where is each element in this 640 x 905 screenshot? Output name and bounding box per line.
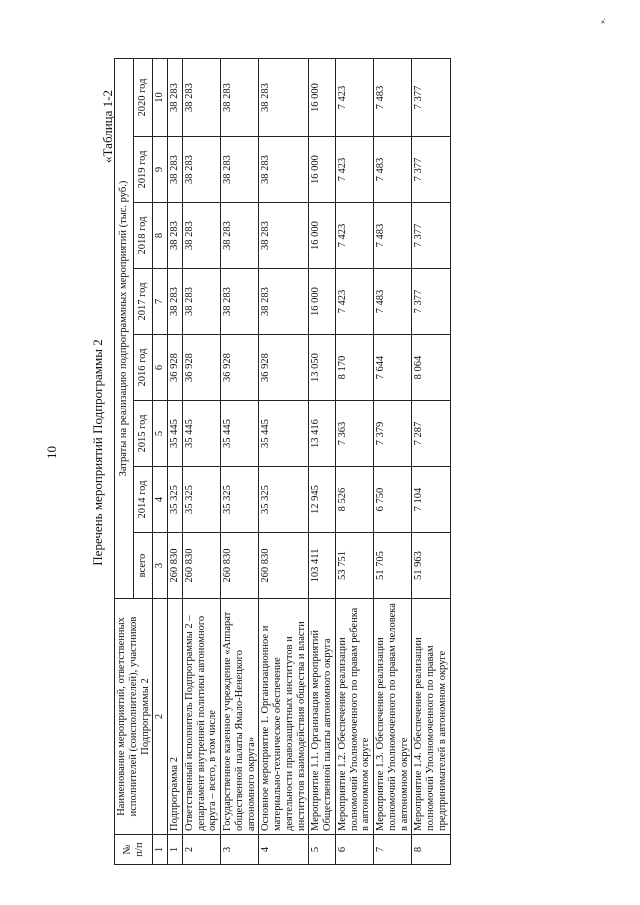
cell-2014: 7 104 (412, 467, 450, 533)
column-index: 7 (153, 269, 168, 335)
cell-2015: 35 445 (221, 401, 259, 467)
table-row (182, 59, 220, 865)
column-index: 5 (153, 401, 168, 467)
cell-2017: 38 283 (259, 269, 309, 335)
header-name: Наименование мероприятий, ответственных исполнителей (соисполнителей), участников Подпрограммы 2 (115, 599, 153, 835)
header-year: 2016 год (134, 335, 153, 401)
cell-2017: 38 283 (182, 269, 220, 335)
cell-2015: 7 363 (335, 401, 373, 467)
table-row (168, 59, 183, 865)
measures-table (114, 58, 451, 865)
cell-2017: 7 483 (374, 269, 412, 335)
header-year: 2020 год (134, 59, 153, 137)
row-name: Мероприятие 1.1. Организация мероприятий Общественной палаты автономного округа (309, 599, 336, 835)
row-name: Мероприятие 1.3. Обеспечение реализации полномочий Уполномоченного по правам человека в автономном округе (374, 599, 412, 835)
cell-2014: 6 750 (374, 467, 412, 533)
cell-2019: 7 423 (335, 137, 373, 203)
header-year: 2018 год (134, 203, 153, 269)
row-number: 7 (374, 835, 412, 865)
cell-2017: 7 423 (335, 269, 373, 335)
cell-2015: 7 379 (374, 401, 412, 467)
cell-2014: 35 325 (168, 467, 183, 533)
cell-total: 53 751 (335, 533, 373, 599)
column-index: 8 (153, 203, 168, 269)
cell-2019: 16 000 (309, 137, 336, 203)
column-index-row (153, 59, 168, 865)
cell-2016: 13 050 (309, 335, 336, 401)
cell-2019: 38 283 (182, 137, 220, 203)
cell-2020: 38 283 (221, 59, 259, 137)
header-costs: Затраты на реализацию подпрограммных мероприятий (тыс. руб.) (115, 59, 134, 599)
cell-total: 260 830 (221, 533, 259, 599)
table-row (259, 59, 309, 865)
cell-2014: 8 526 (335, 467, 373, 533)
cell-total: 260 830 (182, 533, 220, 599)
cell-2019: 7 377 (412, 137, 450, 203)
cell-2014: 35 325 (259, 467, 309, 533)
cell-2015: 35 445 (168, 401, 183, 467)
cell-2016: 8 170 (335, 335, 373, 401)
closing-quote-mark: ». (598, 18, 607, 24)
cell-2020: 7 423 (335, 59, 373, 137)
row-number: 5 (309, 835, 336, 865)
header-total: всего (134, 533, 153, 599)
row-name: Государственное казенное учреждение «Аппарат общественной палаты Ямало-Ненецкого автономного округа» (221, 599, 259, 835)
column-index: 2 (153, 599, 168, 835)
cell-2017: 16 000 (309, 269, 336, 335)
column-index: 1 (153, 835, 168, 865)
cell-total: 260 830 (259, 533, 309, 599)
cell-2014: 35 325 (221, 467, 259, 533)
cell-2017: 7 377 (412, 269, 450, 335)
row-number: 3 (221, 835, 259, 865)
cell-total: 51 963 (412, 533, 450, 599)
table-row (412, 59, 450, 865)
cell-2018: 38 283 (221, 203, 259, 269)
header-num: № п/п (115, 835, 153, 865)
cell-2018: 38 283 (182, 203, 220, 269)
cell-2020: 16 000 (309, 59, 336, 137)
cell-total: 103 411 (309, 533, 336, 599)
cell-2017: 38 283 (168, 269, 183, 335)
cell-2019: 7 483 (374, 137, 412, 203)
table-row (309, 59, 336, 865)
cell-2020: 38 283 (259, 59, 309, 137)
cell-2020: 7 377 (412, 59, 450, 137)
row-name: Мероприятие 1.4. Обеспечение реализации полномочий Уполномоченного по правам предпринимателей в автономном округе (412, 599, 450, 835)
cell-2018: 38 283 (259, 203, 309, 269)
cell-2016: 36 928 (168, 335, 183, 401)
cell-2014: 12 945 (309, 467, 336, 533)
header-year: 2017 год (134, 269, 153, 335)
cell-2020: 38 283 (168, 59, 183, 137)
column-index: 9 (153, 137, 168, 203)
row-name: Ответственный исполнитель Подпрограммы 2 – департамент внутренней политики автономного округа – всего, в том числе (182, 599, 220, 835)
row-name: Основное мероприятие 1. Организационное и материально-техническое обеспечение деятельности правозащитных институтов и институтов взаимодействия общества и власти (259, 599, 309, 835)
column-index: 4 (153, 467, 168, 533)
cell-2015: 13 416 (309, 401, 336, 467)
row-number: 1 (168, 835, 183, 865)
cell-2017: 38 283 (221, 269, 259, 335)
column-index: 6 (153, 335, 168, 401)
column-index: 3 (153, 533, 168, 599)
cell-2015: 35 445 (259, 401, 309, 467)
row-name: Подпрограмма 2 (168, 599, 183, 835)
table-row (335, 59, 373, 865)
row-number: 4 (259, 835, 309, 865)
cell-2016: 36 928 (221, 335, 259, 401)
cell-total: 51 705 (374, 533, 412, 599)
cell-2016: 8 064 (412, 335, 450, 401)
cell-2020: 38 283 (182, 59, 220, 137)
cell-2014: 35 325 (182, 467, 220, 533)
cell-2019: 38 283 (259, 137, 309, 203)
header-row-1 (115, 59, 134, 865)
row-number: 6 (335, 835, 373, 865)
cell-2018: 7 483 (374, 203, 412, 269)
cell-2018: 7 423 (335, 203, 373, 269)
cell-2016: 36 928 (182, 335, 220, 401)
table-row (374, 59, 412, 865)
cell-total: 260 830 (168, 533, 183, 599)
cell-2019: 38 283 (168, 137, 183, 203)
cell-2018: 16 000 (309, 203, 336, 269)
cell-2016: 36 928 (259, 335, 309, 401)
column-index: 10 (153, 59, 168, 137)
header-year: 2014 год (134, 467, 153, 533)
cell-2020: 7 483 (374, 59, 412, 137)
table-caption: «Таблица 1-2 (100, 90, 115, 163)
page-number: 10 (44, 446, 59, 459)
cell-2018: 7 377 (412, 203, 450, 269)
row-number: 8 (412, 835, 450, 865)
cell-2019: 38 283 (221, 137, 259, 203)
header-year: 2019 год (134, 137, 153, 203)
table-row (221, 59, 259, 865)
cell-2016: 7 644 (374, 335, 412, 401)
cell-2018: 38 283 (168, 203, 183, 269)
header-year: 2015 год (134, 401, 153, 467)
cell-2015: 7 287 (412, 401, 450, 467)
cell-2015: 35 445 (182, 401, 220, 467)
row-name: Мероприятие 1.2. Обеспечение реализации полномочий Уполномоченного по правам ребенка в автономном округе (335, 599, 373, 835)
document-title: Перечень мероприятий Подпрограммы 2 (90, 339, 105, 566)
row-number: 2 (182, 835, 220, 865)
